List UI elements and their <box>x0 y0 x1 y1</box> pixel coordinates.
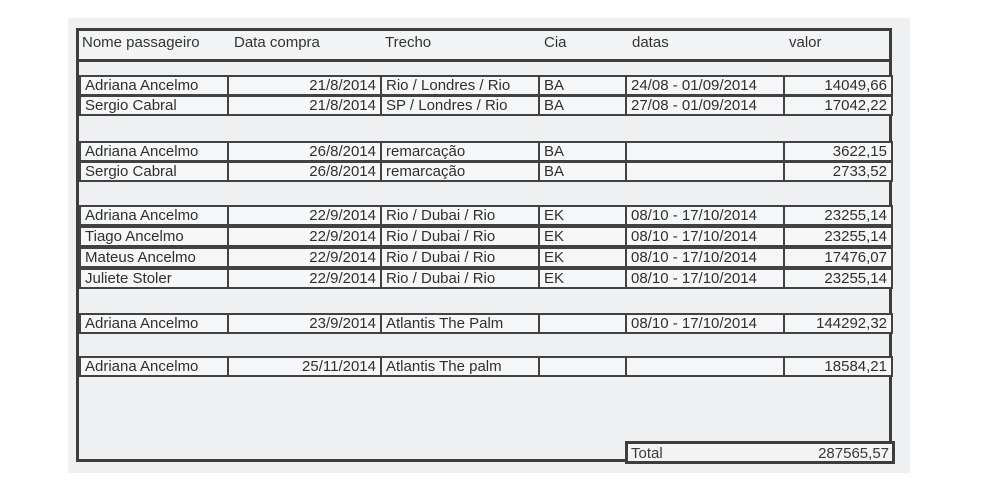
cell-cia: EK <box>538 205 627 226</box>
total-label: Total <box>631 445 663 462</box>
cell-trecho: Atlantis The Palm <box>380 313 540 334</box>
table-row <box>79 226 892 247</box>
cell-data-compra: 21/8/2014 <box>227 75 382 96</box>
cell-datas <box>625 356 785 377</box>
cell-valor: 18584,21 <box>783 356 893 377</box>
cell-datas: 24/08 - 01/09/2014 <box>625 75 785 96</box>
cell-cia: EK <box>538 247 627 268</box>
header-valor: valor <box>789 34 822 51</box>
cell-datas: 08/10 - 17/10/2014 <box>625 226 785 247</box>
table-row <box>79 313 892 334</box>
cell-cia <box>538 313 627 334</box>
cell-nome: Adriana Ancelmo <box>79 75 229 96</box>
cell-nome: Adriana Ancelmo <box>79 356 229 377</box>
cell-trecho: Rio / Londres / Rio <box>380 75 540 96</box>
cell-valor: 144292,32 <box>783 313 893 334</box>
cell-nome: Adriana Ancelmo <box>79 141 229 162</box>
cell-cia: EK <box>538 226 627 247</box>
cell-valor: 17042,22 <box>783 95 893 116</box>
cell-data-compra: 25/11/2014 <box>227 356 382 377</box>
cell-nome: Tiago Ancelmo <box>79 226 229 247</box>
cell-valor: 14049,66 <box>783 75 893 96</box>
cell-valor: 23255,14 <box>783 205 893 226</box>
total-value: 287565,57 <box>818 445 889 462</box>
table-row <box>79 95 892 116</box>
cell-data-compra: 23/9/2014 <box>227 313 382 334</box>
cell-nome: Mateus Ancelmo <box>79 247 229 268</box>
cell-trecho: Rio / Dubai / Rio <box>380 205 540 226</box>
cell-data-compra: 21/8/2014 <box>227 95 382 116</box>
cell-nome: Juliete Stoler <box>79 268 229 289</box>
cell-cia: BA <box>538 95 627 116</box>
table-row <box>79 75 892 96</box>
cell-cia: EK <box>538 268 627 289</box>
cell-datas: 27/08 - 01/09/2014 <box>625 95 785 116</box>
cell-trecho: Rio / Dubai / Rio <box>380 226 540 247</box>
cell-cia: BA <box>538 75 627 96</box>
cell-valor: 23255,14 <box>783 268 893 289</box>
cell-trecho: remarcação <box>380 161 540 182</box>
cell-nome: Sergio Cabral <box>79 95 229 116</box>
cell-data-compra: 26/8/2014 <box>227 161 382 182</box>
total-box <box>625 441 895 464</box>
cell-data-compra: 22/9/2014 <box>227 205 382 226</box>
table-row <box>79 205 892 226</box>
cell-valor: 3622,15 <box>783 141 893 162</box>
cell-nome: Adriana Ancelmo <box>79 205 229 226</box>
cell-valor: 23255,14 <box>783 226 893 247</box>
cell-data-compra: 22/9/2014 <box>227 268 382 289</box>
cell-data-compra: 26/8/2014 <box>227 141 382 162</box>
header-data-compra: Data compra <box>234 34 320 51</box>
cell-datas: 08/10 - 17/10/2014 <box>625 313 785 334</box>
cell-data-compra: 22/9/2014 <box>227 226 382 247</box>
table-row <box>79 247 892 268</box>
cell-cia <box>538 356 627 377</box>
cell-cia: BA <box>538 141 627 162</box>
cell-datas: 08/10 - 17/10/2014 <box>625 268 785 289</box>
cell-datas: 08/10 - 17/10/2014 <box>625 205 785 226</box>
cell-datas: 08/10 - 17/10/2014 <box>625 247 785 268</box>
cell-trecho: Rio / Dubai / Rio <box>380 247 540 268</box>
cell-datas <box>625 141 785 162</box>
table-row <box>79 141 892 162</box>
cell-datas <box>625 161 785 182</box>
header-datas: datas <box>632 34 669 51</box>
header-cia: Cia <box>544 34 567 51</box>
cell-trecho: remarcação <box>380 141 540 162</box>
cell-nome: Adriana Ancelmo <box>79 313 229 334</box>
cell-trecho: Rio / Dubai / Rio <box>380 268 540 289</box>
table-row <box>79 356 892 377</box>
header-trecho: Trecho <box>385 34 432 51</box>
cell-valor: 2733,52 <box>783 161 893 182</box>
header-nome: Nome passageiro <box>82 34 200 51</box>
cell-trecho: Atlantis The palm <box>380 356 540 377</box>
cell-nome: Sergio Cabral <box>79 161 229 182</box>
cell-trecho: SP / Londres / Rio <box>380 95 540 116</box>
cell-cia: BA <box>538 161 627 182</box>
table-row <box>79 161 892 182</box>
cell-valor: 17476,07 <box>783 247 893 268</box>
table-header <box>76 28 892 62</box>
cell-data-compra: 22/9/2014 <box>227 247 382 268</box>
table-row <box>79 268 892 289</box>
